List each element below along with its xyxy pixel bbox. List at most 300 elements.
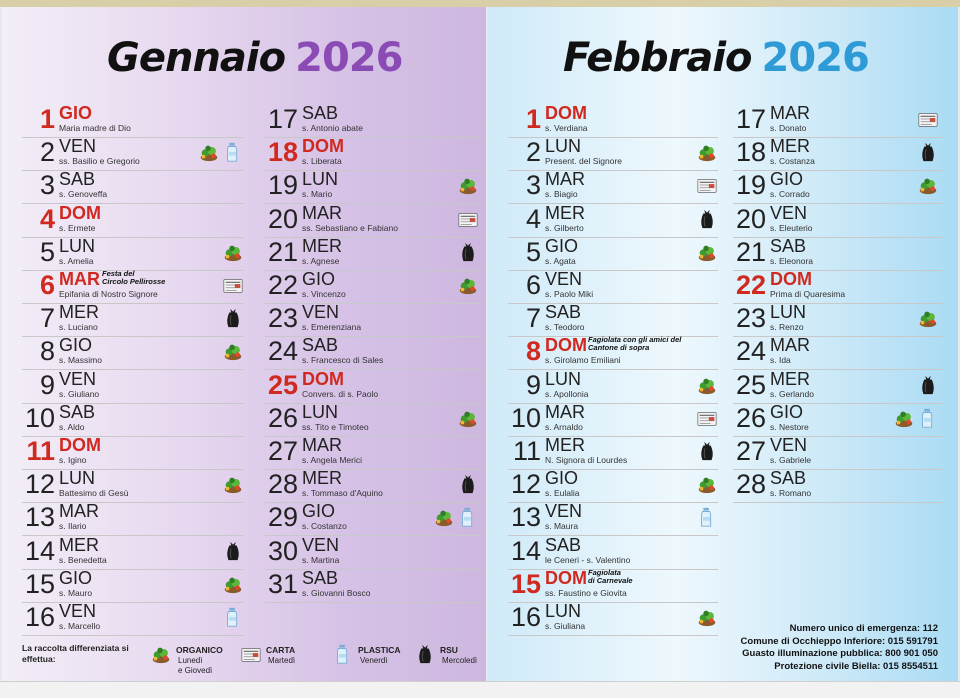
saint-name: s. Aldo [59, 421, 85, 432]
weekday-label: MER [545, 435, 585, 455]
organico-icon [222, 241, 244, 265]
weekday-label: MAR [59, 269, 100, 289]
weekday-label: MAR [302, 202, 342, 223]
day-number: 20 [267, 203, 298, 234]
saint-name: le Ceneri - s. Valentino [545, 554, 631, 565]
february-title [563, 35, 869, 81]
saint-name: Present. del Signore [545, 156, 623, 167]
plastica-icon [222, 141, 244, 165]
collection-icons [222, 572, 244, 598]
collection-icons [917, 306, 939, 332]
saint-name: s. Emerenziana [302, 322, 362, 333]
weekday-label: DOM [545, 567, 587, 588]
day-number: 25 [267, 369, 298, 400]
day-row [265, 469, 481, 503]
carta-icon [696, 407, 718, 431]
day-row [733, 270, 943, 304]
day-number: 27 [735, 436, 766, 466]
day-row [733, 237, 943, 271]
day-number: 22 [267, 270, 298, 300]
rsu-icon [457, 473, 479, 497]
day-number: 5 [39, 236, 55, 267]
day-row [508, 104, 718, 138]
rsu-icon [917, 374, 939, 398]
day-number: 6 [39, 270, 55, 300]
event-note: Fagiolata di Carnevale [588, 567, 633, 585]
saint-name: s. Donato [770, 123, 807, 133]
weekday-label: MER [545, 202, 585, 223]
weekday-label: VEN [302, 534, 340, 555]
day-number: 14 [510, 535, 541, 566]
day-row [265, 569, 481, 603]
saint-name: s. Mauro [59, 587, 93, 598]
saint-name: s. Gabriele [770, 455, 812, 465]
weekday-label: MAR [770, 103, 810, 123]
organico-icon [696, 473, 718, 497]
day-row [508, 137, 718, 171]
carta-icon [240, 643, 262, 667]
day-number: 1 [525, 104, 541, 134]
weekday-label: SAB [59, 401, 96, 422]
legend-item-days: Lunedì e Giovedì [178, 656, 213, 675]
collection-icons [696, 505, 718, 531]
carta-icon [457, 208, 479, 232]
day-row [265, 536, 481, 570]
day-row [265, 204, 481, 238]
day-row [22, 370, 244, 404]
collection-icons [696, 173, 718, 199]
saint-name: Convers. di s. Paolo [302, 388, 379, 399]
collection-icons [696, 472, 718, 498]
saint-name: s. Girolamo Emiliani [545, 355, 621, 366]
collection-icons [457, 273, 479, 299]
day-number: 26 [735, 402, 766, 433]
saint-name: N. Signora di Lourdes [545, 455, 628, 465]
day-row [508, 237, 718, 271]
day-number: 12 [510, 469, 541, 500]
collection-icons [696, 605, 718, 631]
day-number: 15 [24, 568, 55, 599]
day-row [22, 536, 244, 570]
collection-icons [696, 406, 718, 432]
saint-name: ss. Basilio e Gregorio [59, 156, 140, 167]
day-number: 31 [267, 568, 298, 599]
day-row [22, 270, 244, 304]
saint-name: s. Verdiana [545, 123, 588, 133]
weekday-label: MER [59, 534, 99, 555]
saint-name: s. Francesco di Sales [302, 355, 384, 366]
day-row [22, 469, 244, 503]
plastica-icon [696, 506, 718, 530]
weekday-label: MAR [59, 501, 99, 522]
info-line: Numero unico di emergenza: 112 [789, 623, 938, 634]
saint-name: s. Corrado [770, 189, 810, 200]
collection-icons [917, 140, 939, 166]
saint-name: ss. Sebastiano e Fabiano [302, 222, 398, 233]
day-number: 25 [735, 369, 766, 400]
day-number: 22 [735, 270, 766, 300]
day-row [22, 403, 244, 437]
day-row [22, 602, 244, 636]
day-row [508, 303, 718, 337]
weekday-label: LUN [545, 601, 582, 621]
saint-name: ss. Tito e Timoteo [302, 421, 369, 432]
waste-collection-legend [22, 637, 482, 681]
plastica-icon [917, 407, 939, 431]
day-number: 12 [24, 469, 55, 500]
saint-name: s. Massimo [59, 355, 102, 366]
rsu-icon [222, 540, 244, 564]
collection-icons [457, 472, 479, 498]
day-row [733, 204, 943, 238]
saint-name: Maria madre di Dio [59, 123, 131, 133]
day-number: 28 [267, 469, 298, 500]
carta-icon [917, 108, 939, 132]
february-month-name: Febbraio [563, 35, 752, 81]
rsu-icon [222, 307, 244, 331]
rsu-icon [696, 440, 718, 464]
day-row [22, 336, 244, 370]
day-number: 11 [26, 436, 55, 466]
organico-icon [198, 141, 220, 165]
day-number: 19 [267, 170, 298, 201]
day-row [733, 303, 943, 337]
weekday-label: VEN [545, 269, 583, 289]
day-row [508, 602, 718, 636]
february-panel [488, 7, 958, 681]
plastica-icon [222, 606, 244, 630]
day-number: 16 [510, 602, 541, 632]
weekday-label: GIO [770, 169, 804, 190]
february-year: 2026 [761, 35, 869, 81]
day-row [265, 303, 481, 337]
day-row [508, 569, 718, 603]
bottom-strip [0, 681, 960, 698]
day-number: 7 [525, 303, 541, 334]
legend-item-days: Martedì [268, 656, 296, 665]
day-row [508, 502, 718, 536]
day-number: 20 [735, 203, 766, 234]
day-row [22, 204, 244, 238]
day-row [265, 370, 481, 404]
saint-name: s. Teodoro [545, 322, 585, 333]
day-row [733, 170, 943, 204]
weekday-label: MAR [770, 335, 810, 356]
day-row [22, 502, 244, 536]
collection-icons [222, 605, 244, 631]
day-number: 26 [267, 402, 298, 433]
day-number: 29 [267, 502, 298, 533]
event-note: Festa del Circolo Pellirosse [102, 269, 166, 286]
day-number: 18 [735, 137, 766, 168]
collection-icons [696, 240, 718, 266]
day-number: 24 [267, 336, 298, 367]
organico-icon [222, 340, 244, 364]
saint-name: s. Genoveffa [59, 189, 108, 200]
organico-icon [150, 643, 172, 667]
organico-icon [457, 407, 479, 431]
saint-name: s. Ilario [59, 521, 87, 532]
collection-icons [457, 406, 479, 432]
weekday-label: LUN [302, 169, 339, 190]
day-row [265, 170, 481, 204]
organico-icon [893, 407, 915, 431]
weekday-label: GIO [302, 269, 336, 289]
day-row [265, 403, 481, 437]
collection-icons [917, 107, 939, 133]
weekday-label: GIO [59, 567, 93, 588]
collection-icons [917, 373, 939, 399]
weekday-label: SAB [302, 335, 339, 356]
weekday-label: GIO [59, 335, 93, 356]
weekday-label: GIO [770, 401, 804, 422]
weekday-label: MAR [545, 169, 585, 190]
day-row [22, 137, 244, 171]
weekday-label: DOM [59, 202, 101, 223]
saint-name: s. Costanza [770, 156, 815, 167]
saint-name: s. Ermete [59, 222, 96, 233]
day-number: 28 [735, 469, 766, 500]
collection-icons [696, 207, 718, 233]
saint-name: s. Costanzo [302, 521, 347, 532]
info-line: Comune di Occhieppo Inferiore: 015 591791 [740, 635, 938, 647]
rsu-icon [696, 208, 718, 232]
day-number: 10 [24, 402, 55, 433]
day-number: 17 [735, 104, 766, 134]
collection-icons [222, 539, 244, 565]
day-row [22, 436, 244, 470]
day-row [508, 336, 718, 370]
organico-icon [457, 274, 479, 298]
day-row [508, 436, 718, 470]
rsu-icon [917, 141, 939, 165]
day-row [508, 469, 718, 503]
weekday-label: GIO [59, 103, 93, 123]
day-number: 18 [267, 137, 298, 168]
january-year: 2026 [295, 35, 403, 81]
saint-name: s. Agnese [302, 255, 340, 266]
collection-icons [222, 306, 244, 332]
collection-icons [457, 240, 479, 266]
collection-icons [696, 373, 718, 399]
day-number: 23 [735, 303, 766, 334]
january-month-name: Gennaio [107, 35, 286, 81]
saint-name: s. Agata [545, 255, 576, 266]
saint-name: s. Apollonia [545, 388, 589, 399]
organico-icon [696, 241, 718, 265]
saint-name: s. Luciano [59, 322, 98, 333]
saint-name: s. Paolo Miki [545, 289, 594, 299]
organico-icon [917, 174, 939, 198]
saint-name: s. Angela Merici [302, 455, 362, 465]
organico-icon [222, 573, 244, 597]
day-number: 19 [735, 170, 766, 201]
day-row [265, 336, 481, 370]
collection-icons [222, 240, 244, 266]
day-number: 11 [512, 436, 541, 466]
saint-name: s. Gilberto [545, 222, 584, 233]
day-number: 4 [39, 203, 55, 234]
day-row [733, 469, 943, 503]
day-row [733, 137, 943, 171]
saint-name: s. Nestore [770, 421, 809, 432]
day-number: 9 [525, 369, 541, 400]
weekday-label: MER [302, 468, 342, 489]
legend-item-days: Venerdì [360, 656, 388, 665]
collection-icons [222, 472, 244, 498]
collection-icons [457, 207, 479, 233]
day-number: 3 [525, 170, 541, 201]
weekday-label: LUN [545, 368, 582, 389]
day-row [265, 436, 481, 470]
day-number: 5 [525, 236, 541, 267]
saint-name: s. Romano [770, 488, 812, 499]
carta-icon [222, 274, 244, 298]
weekday-label: VEN [59, 601, 97, 621]
day-row [733, 436, 943, 470]
day-row [733, 370, 943, 404]
plastica-icon [332, 643, 354, 667]
january-panel [2, 7, 486, 681]
weekday-label: VEN [302, 302, 340, 323]
top-strip [0, 0, 960, 7]
weekday-label: VEN [770, 435, 808, 455]
weekday-label: MER [302, 235, 342, 256]
legend-item-name: CARTA [266, 645, 296, 655]
day-number: 8 [39, 336, 55, 367]
saint-name: s. Gerlando [770, 388, 814, 399]
day-number: 21 [735, 236, 766, 267]
day-number: 13 [510, 502, 541, 533]
saint-name: s. Amelia [59, 255, 94, 266]
saint-name: s. Giovanni Bosco [302, 587, 371, 598]
weekday-label: SAB [770, 235, 807, 256]
saint-name: ss. Faustino e Giovita [545, 587, 627, 598]
weekday-label: VEN [59, 368, 97, 389]
day-row [22, 170, 244, 204]
weekday-label: VEN [59, 136, 97, 157]
collection-icons [696, 439, 718, 465]
day-number: 10 [510, 402, 541, 433]
weekday-label: MAR [302, 435, 342, 455]
weekday-label: MER [59, 302, 99, 323]
saint-name: s. Renzo [770, 322, 804, 333]
day-number: 8 [525, 336, 541, 367]
day-number: 21 [267, 236, 298, 267]
weekday-label: DOM [59, 435, 101, 455]
day-row [733, 104, 943, 138]
collection-icons [457, 173, 479, 199]
saint-name: s. Igino [59, 455, 87, 465]
weekday-label: GIO [302, 501, 336, 522]
weekday-label: DOM [545, 103, 587, 123]
saint-name: s. Arnaldo [545, 421, 583, 432]
day-row [22, 104, 244, 138]
weekday-label: MER [770, 368, 810, 389]
saint-name: s. Vincenzo [302, 289, 346, 299]
day-number: 6 [525, 270, 541, 300]
organico-icon [696, 606, 718, 630]
weekday-label: DOM [302, 368, 344, 389]
saint-name: Prima di Quaresima [770, 289, 846, 299]
weekday-label: LUN [59, 235, 96, 256]
day-row [508, 270, 718, 304]
carta-icon [696, 174, 718, 198]
day-row [22, 303, 244, 337]
collection-icons [222, 273, 244, 299]
collection-icons [222, 339, 244, 365]
day-row [508, 370, 718, 404]
weekday-label: VEN [545, 501, 583, 522]
weekday-label: SAB [770, 468, 807, 489]
saint-name: s. Eulalia [545, 488, 580, 499]
day-number: 14 [24, 535, 55, 566]
plastica-icon [457, 506, 479, 530]
weekday-label: GIO [545, 235, 579, 256]
weekday-label: VEN [770, 202, 808, 223]
rsu-icon [457, 241, 479, 265]
day-number: 27 [267, 436, 298, 466]
saint-name: s. Marcello [59, 621, 101, 631]
collection-icons [198, 140, 244, 166]
day-number: 24 [735, 336, 766, 367]
day-row [265, 502, 481, 536]
weekday-label: LUN [59, 468, 96, 489]
organico-icon [457, 174, 479, 198]
legend-item-days: Mercoledì [442, 656, 478, 665]
saint-name: s. Eleonora [770, 255, 813, 266]
saint-name: s. Maura [545, 521, 579, 532]
weekday-label: SAB [545, 302, 582, 323]
rsu-icon [414, 643, 436, 667]
saint-name: s. Benedetta [59, 554, 107, 565]
saint-name: s. Eleuterio [770, 222, 813, 233]
saint-name: s. Liberata [302, 156, 342, 167]
january-title [107, 35, 402, 81]
day-row [265, 237, 481, 271]
organico-icon [917, 307, 939, 331]
weekday-label: LUN [545, 136, 582, 157]
organico-icon [222, 473, 244, 497]
saint-name: s. Biagio [545, 189, 578, 200]
weekday-label: LUN [302, 401, 339, 422]
day-number: 30 [267, 535, 298, 566]
saint-name: s. Tommaso d'Aquino [302, 488, 383, 499]
day-row [265, 137, 481, 171]
day-number: 7 [39, 303, 55, 334]
weekday-label: GIO [545, 468, 579, 489]
collection-icons [696, 140, 718, 166]
event-note: Fagiolata con gli amici del Cantone di sopra [588, 335, 682, 353]
saint-name: s. Giuliana [545, 621, 586, 631]
day-number: 9 [39, 369, 55, 400]
day-number: 16 [24, 602, 55, 632]
weekday-label: SAB [545, 534, 582, 555]
saint-name: s. Antonio abate [302, 123, 363, 133]
collection-icons [433, 505, 479, 531]
info-line: Protezione civile Biella: 015 8554511 [774, 660, 938, 672]
organico-icon [696, 141, 718, 165]
day-row [508, 170, 718, 204]
legend-item-name: ORGANICO [176, 645, 223, 655]
legend-intro: La raccolta differenziata si effettua: [22, 643, 129, 664]
day-number: 15 [510, 568, 541, 599]
day-row [733, 336, 943, 370]
day-number: 1 [39, 104, 55, 134]
emergency-numbers [741, 623, 938, 673]
day-row [265, 270, 481, 304]
saint-name: Battesimo di Gesù [59, 488, 129, 499]
